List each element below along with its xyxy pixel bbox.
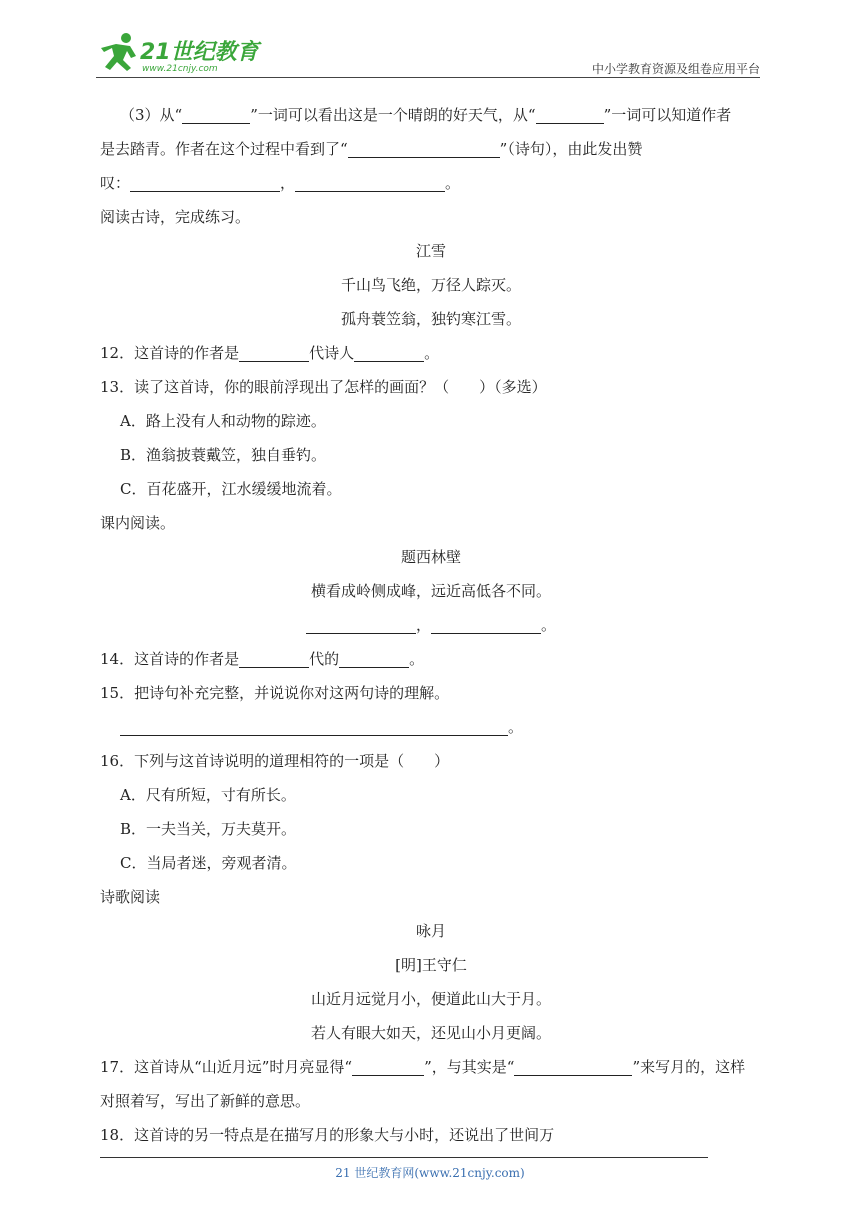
logo-text: 21世纪教育 <box>140 40 259 65</box>
answer-blank[interactable] <box>239 343 309 362</box>
answer-blank[interactable] <box>348 139 500 158</box>
text: 。 <box>424 344 440 362</box>
answer-blank[interactable] <box>431 615 541 634</box>
option-a[interactable]: A．路上没有人和动物的踪迹。 <box>120 412 326 430</box>
text: ， <box>415 616 431 634</box>
section-intro: 诗歌阅读 <box>100 888 161 906</box>
text: ”一词可以看出这是一个晴朗的好天气，从“ <box>250 106 536 124</box>
q12 <box>100 336 762 370</box>
text: ， <box>280 174 296 192</box>
document-body <box>100 98 762 1152</box>
footer-link[interactable]: 21 世纪教育网(www.21cnjy.com) <box>335 1166 525 1180</box>
text: ”一词可以知道作者 <box>603 106 732 124</box>
text: 17．这首诗从“山近月远”时月亮显得“ <box>100 1058 353 1076</box>
answer-blank[interactable] <box>339 649 409 668</box>
q15-stem: 15．把诗句补充完整，并说说你对这两句诗的理解。 <box>100 684 450 702</box>
option-b[interactable]: B．一夫当关，万夫莫开。 <box>120 820 297 838</box>
poem-line: 若人有眼大如天，还见山小月更阔。 <box>310 1024 551 1042</box>
text: 叹： <box>100 174 131 192</box>
answer-blank[interactable] <box>182 105 250 124</box>
poem-title: 题西林壁 <box>400 548 461 566</box>
poem-author: [明]王守仁 <box>395 956 467 974</box>
poem-title: 咏月 <box>415 922 446 940</box>
poem-title: 江雪 <box>415 242 446 260</box>
option-b[interactable]: B．渔翁披蓑戴笠，独自垂钓。 <box>120 446 327 464</box>
text: 12．这首诗的作者是 <box>100 344 240 362</box>
q3-line2 <box>100 132 762 166</box>
text: 。 <box>445 174 461 192</box>
section-intro: 阅读古诗，完成练习。 <box>100 208 251 226</box>
page-header <box>96 30 760 78</box>
text: ”，与其实是“ <box>424 1058 515 1076</box>
answer-blank[interactable] <box>354 343 424 362</box>
answer-blank[interactable] <box>295 173 445 192</box>
q15-answer <box>100 710 762 744</box>
text: 14．这首诗的作者是 <box>100 650 240 668</box>
platform-label: 中小学教育资源及组卷应用平台 <box>591 62 760 76</box>
q18-stem: 18．这首诗的另一特点是在描写月的形象大与小时，还说出了世间万 <box>100 1126 555 1144</box>
text: ”（诗句），由此发出赞 <box>499 140 643 158</box>
runner-icon <box>101 33 136 71</box>
poem-line: 横看成岭侧成峰，远近高低各不同。 <box>310 582 551 600</box>
answer-blank[interactable] <box>120 717 508 736</box>
q17-line2: 对照着写，写出了新鲜的意思。 <box>100 1092 311 1110</box>
q17-line1 <box>100 1050 762 1084</box>
poem-line: 孤舟蓑笠翁，独钓寒江雪。 <box>340 310 521 328</box>
answer-blank[interactable] <box>239 649 309 668</box>
footer-divider <box>100 1157 708 1158</box>
text: 。 <box>409 650 425 668</box>
q16-stem: 16．下列与这首诗说明的道理相符的一项是（ ） <box>100 752 450 770</box>
text: 。 <box>508 718 524 736</box>
poem-fill-line <box>100 608 762 642</box>
text: 。 <box>541 616 557 634</box>
answer-blank[interactable] <box>514 1057 632 1076</box>
text: 代的 <box>309 650 340 668</box>
header-divider <box>96 77 760 78</box>
q3-line1 <box>100 98 762 132</box>
site-logo <box>96 30 266 76</box>
logo-url: www.21cnjy.com <box>142 64 218 74</box>
q13-stem: 13．读了这首诗，你的眼前浮现出了怎样的画面？（ ）（多选） <box>100 378 547 396</box>
section-intro: 课内阅读。 <box>100 514 176 532</box>
answer-blank[interactable] <box>306 615 416 634</box>
text: （3）从“ <box>120 106 183 124</box>
poem-line: 山近月远觉月小，便道此山大于月。 <box>310 990 551 1008</box>
answer-blank[interactable] <box>130 173 280 192</box>
text: 是去踏青。作者在这个过程中看到了“ <box>100 140 348 158</box>
q3-line3 <box>100 166 762 200</box>
option-a[interactable]: A．尺有所短，寸有所长。 <box>120 786 296 804</box>
poem-line: 千山鸟飞绝，万径人踪灭。 <box>340 276 521 294</box>
answer-blank[interactable] <box>536 105 604 124</box>
answer-blank[interactable] <box>352 1057 424 1076</box>
q14 <box>100 642 762 676</box>
option-c[interactable]: C．百花盛开，江水缓缓地流着。 <box>120 480 342 498</box>
text: 代诗人 <box>309 344 355 362</box>
option-c[interactable]: C．当局者迷，旁观者清。 <box>120 854 297 872</box>
text: ”来写月的，这样 <box>632 1058 746 1076</box>
